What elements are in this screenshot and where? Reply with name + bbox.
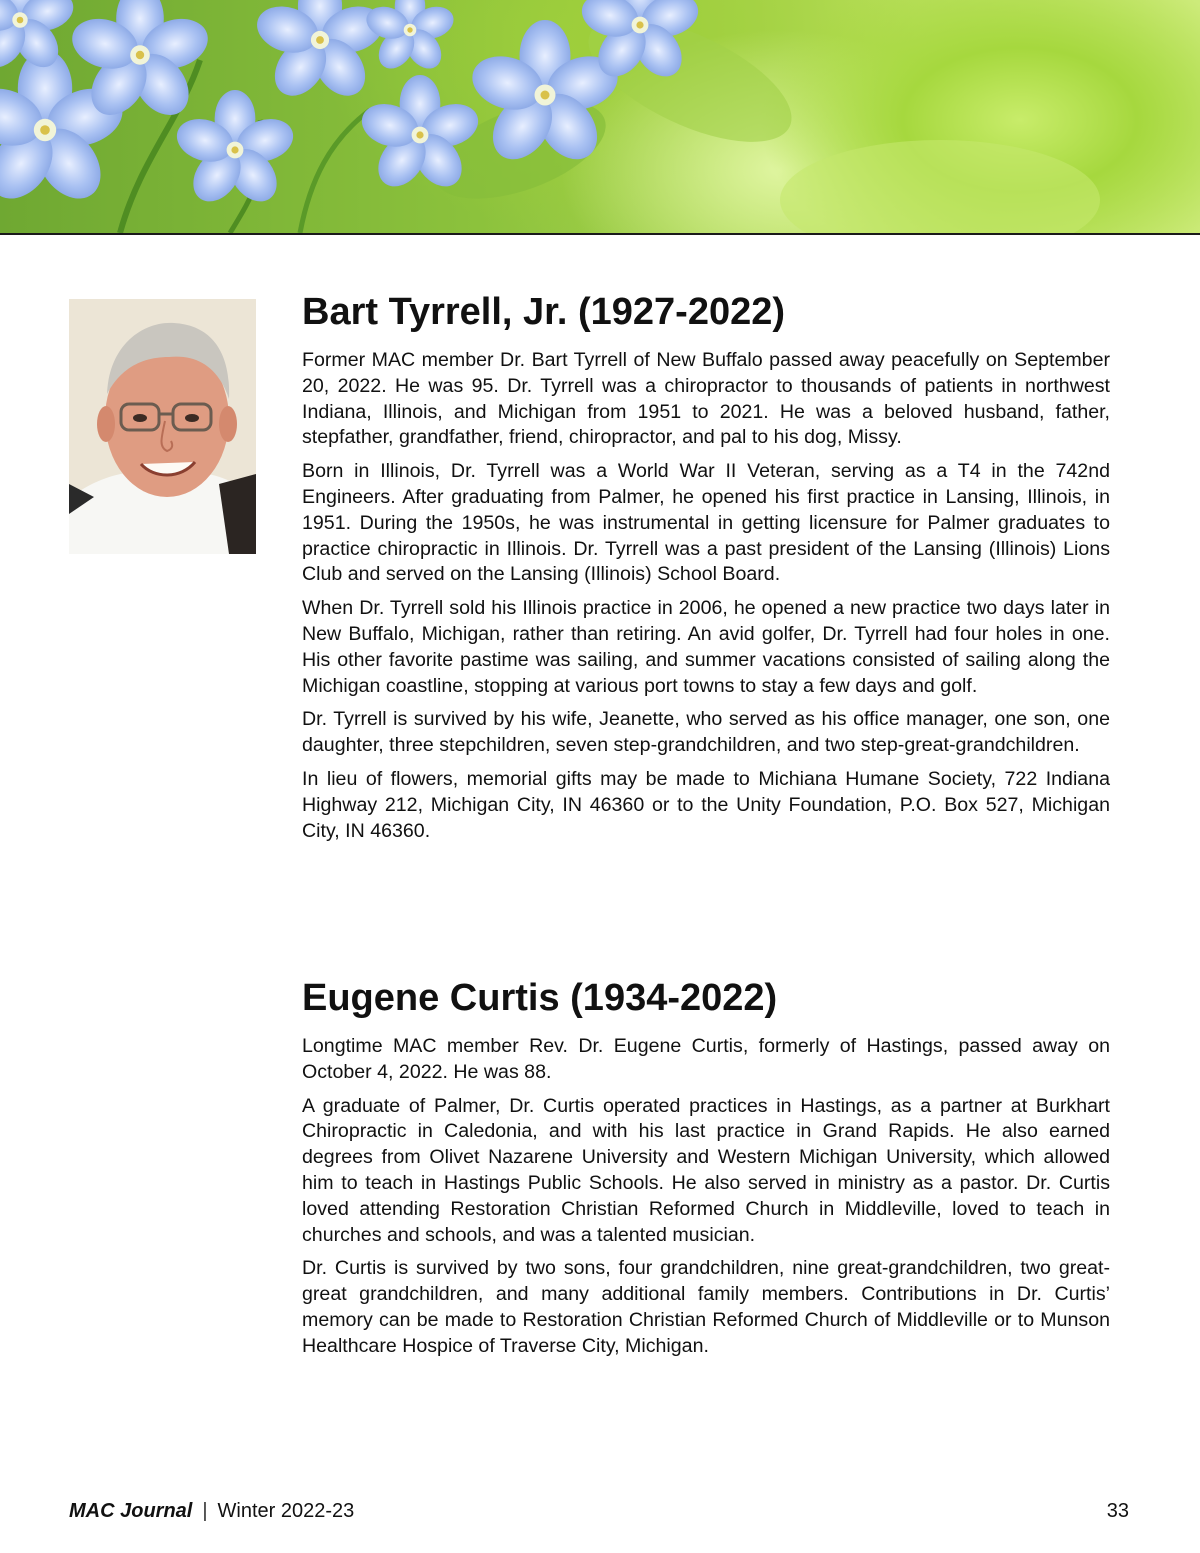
header-divider <box>0 233 1200 235</box>
obituary-paragraph: Dr. Curtis is survived by two sons, four grandchildren, nine great-grandchildren, two great-great grandchildren, and many additional family members. Contributions in Dr. Curtis’ memory can be made to Restoration Christian Reformed Church of Middleville or to Munson Healthcare Hospice of Traverse City, Michigan. <box>302 1257 1110 1357</box>
issue-label: Winter 2022-23 <box>217 1500 355 1522</box>
page-number: 33 <box>1106 1500 1129 1522</box>
obituary-paragraph: When Dr. Tyrrell sold his Illinois practice in 2006, he opened a new practice two days later in New Buffalo, Michigan, rather than retiring. An avid golfer, Dr. Tyrrell had four holes in one. His other favorite pastime was sailing, and summer vacations consisted of sailing along the Michigan coastline, stopping at various port towns to stay a few days and golf. <box>302 597 1110 697</box>
portrait-photo <box>69 299 256 554</box>
forget-me-not-flowers-image <box>0 0 1200 233</box>
obituary-title: Bart Tyrrell, Jr. (1927-2022) <box>302 291 786 333</box>
obituary-bart-tyrrell <box>302 290 1110 852</box>
obituary-paragraph: Born in Illinois, Dr. Tyrrell was a World War II Veteran, serving as a T4 in the 742nd Engineers. After graduating from Palmer, he opened his first practice in Lansing, Illinois, in 1951. During the 1950s, he was instrumental in getting licensure for Palmer graduates to practice chiropractic in Illinois. Dr. Tyrrell was a past president of the Lansing (Illinois) Lions Club and served on the Lansing (Illinois) School Board. <box>302 460 1110 586</box>
obituary-title: Eugene Curtis (1934-2022) <box>302 977 778 1019</box>
footer-separator: | <box>202 1500 208 1522</box>
obituary-paragraph: Former MAC member Dr. Bart Tyrrell of New Buffalo passed away peacefully on September 20, 2022. He was 95. Dr. Tyrrell was a chiropractor to thousands of patients in northwest Indiana, Illinois, and Michigan from 1951 to 2021. He was a beloved husband, father, stepfather, grandfather, friend, chiropractor, and pal to his dog, Missy. <box>302 349 1110 449</box>
portrait-image <box>69 299 256 554</box>
header-flower-banner <box>0 0 1200 233</box>
journal-name: MAC Journal <box>69 1500 193 1522</box>
obituary-paragraph: A graduate of Palmer, Dr. Curtis operated practices in Hastings, as a partner at Burkhart Chiropractic in Caledonia, and with his last practice in Grand Rapids. He also earned degrees from Olivet Nazarene University and Western Michigan University, which allowed him to teach in Hastings Public Schools. He also served in ministry as a pastor. Dr. Curtis loved attending Restoration Christian Reformed Church in Middleville, loved to teach in churches and schools, and was a talented musician. <box>302 1094 1110 1246</box>
page-footer <box>69 1496 1129 1526</box>
obituary-paragraph: In lieu of flowers, memorial gifts may be made to Michiana Humane Society, 722 Indiana Highway 212, Michigan City, IN 46360 or to the Unity Foundation, P.O. Box 527, Michigan City, IN 46360. <box>302 767 1110 842</box>
obituary-eugene-curtis <box>302 976 1110 1368</box>
obituary-paragraph: Dr. Tyrrell is survived by his wife, Jeanette, who served as his office manager, one son, one daughter, three stepchildren, seven step-grandchildren, and two step-great-grandchildren. <box>302 708 1110 757</box>
obituary-paragraph: Longtime MAC member Rev. Dr. Eugene Curtis, formerly of Hastings, passed away on October 4, 2022. He was 88. <box>302 1035 1110 1083</box>
